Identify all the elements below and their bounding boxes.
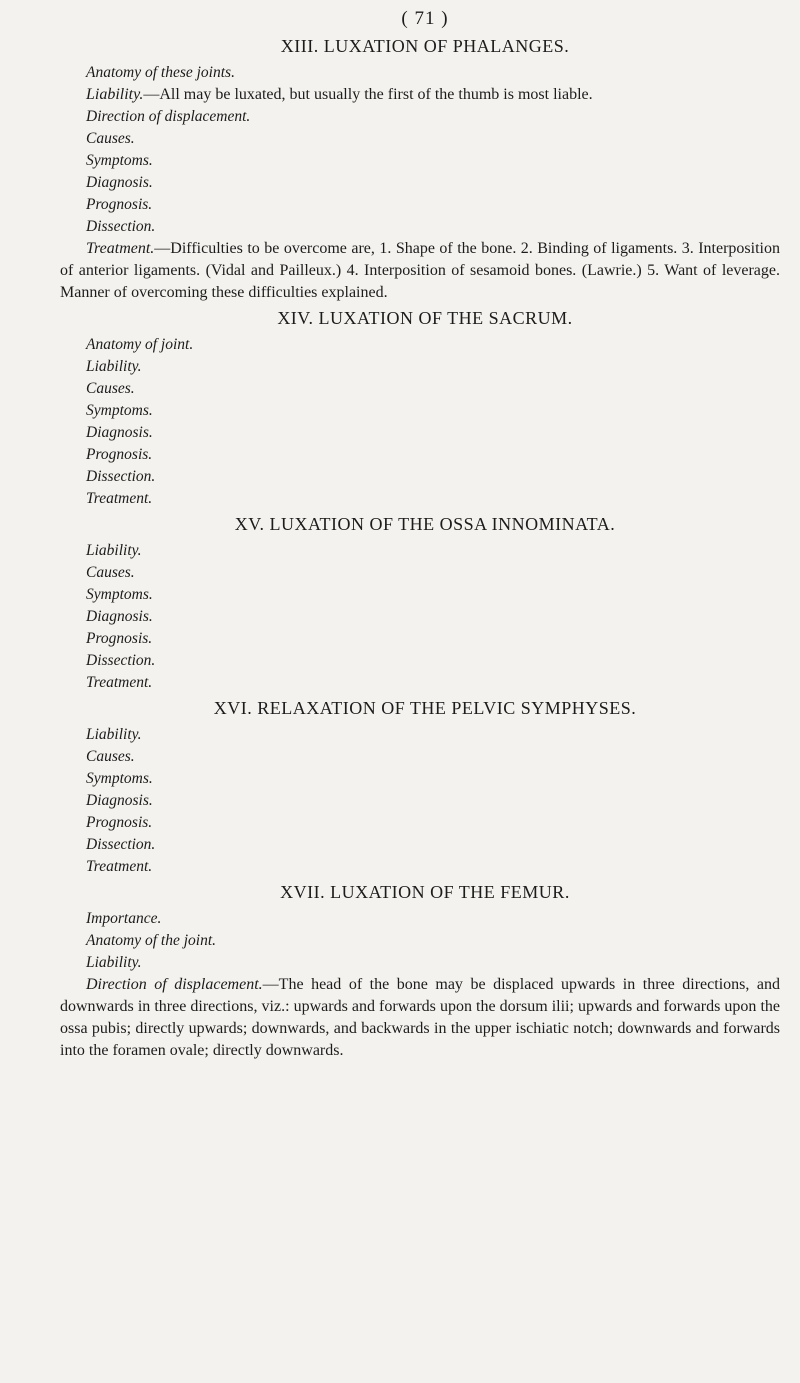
- heading-item: Dissection.: [86, 836, 156, 853]
- heading-item: Dissection.: [86, 652, 156, 669]
- heading-item: Symptoms.: [86, 586, 153, 603]
- section-title: XIII. LUXATION OF PHALANGES.: [280, 36, 570, 56]
- heading-item: Prognosis.: [86, 446, 153, 463]
- heading-item: Diagnosis.: [86, 424, 153, 441]
- paragraph-text: —All may be luxated, but usually the first of the thumb is most liable.: [143, 86, 593, 103]
- section: [60, 514, 780, 694]
- heading-item: Dissection.: [86, 468, 156, 485]
- section: [60, 308, 780, 510]
- heading-item: Liability.: [86, 954, 142, 971]
- heading-item: Causes.: [86, 748, 135, 765]
- paragraph: [60, 974, 780, 1062]
- paragraph-text: —The head of the bone may be displaced upwards in three directions, and downwards in three directions, viz.: upwards and forwards upon the dorsum ilii; upwards and forwards upon the ossa pubis; directly upwards; downwards, and backwards in the upper ischiatic notch; downwards and forwards into the foramen ovale; directly downwards.: [60, 976, 781, 1059]
- paragraph-lead: Liability.: [86, 86, 144, 103]
- heading-item: Treatment.: [86, 674, 153, 691]
- heading-item: Diagnosis.: [86, 174, 153, 191]
- heading-item: Symptoms.: [86, 152, 153, 169]
- heading-item: Treatment.: [86, 858, 153, 875]
- section-title: XVI. RELAXATION OF THE PELVIC SYMPHYSES.: [213, 698, 637, 718]
- section-title: XIV. LUXATION OF THE SACRUM.: [277, 308, 573, 328]
- heading-item: Causes.: [86, 130, 135, 147]
- heading-item: Symptoms.: [86, 402, 153, 419]
- heading-item: Prognosis.: [86, 630, 153, 647]
- heading-item: Prognosis.: [86, 814, 153, 831]
- document-page: [60, 8, 780, 1062]
- section-title: XVII. LUXATION OF THE FEMUR.: [280, 882, 570, 902]
- heading-item: Anatomy of the joint.: [86, 932, 217, 949]
- heading-item: Causes.: [86, 564, 135, 581]
- heading-item: Causes.: [86, 380, 135, 397]
- heading-item: Liability.: [86, 542, 142, 559]
- heading-item: Treatment.: [86, 490, 153, 507]
- heading-item: Symptoms.: [86, 770, 153, 787]
- heading-item: Direction of displacement.: [86, 108, 251, 125]
- sections: [60, 36, 780, 1062]
- paragraph-lead: Treatment.: [86, 240, 155, 257]
- section: [60, 36, 780, 304]
- paragraph: [60, 238, 780, 304]
- heading-item: Anatomy of these joints.: [86, 64, 235, 81]
- section-title: XV. LUXATION OF THE OSSA INNOMINATA.: [234, 514, 616, 534]
- heading-item: Diagnosis.: [86, 608, 153, 625]
- page-number: ( 71 ): [401, 8, 449, 29]
- heading-item: Anatomy of joint.: [86, 336, 194, 353]
- section: [60, 882, 780, 1062]
- heading-item: Prognosis.: [86, 196, 153, 213]
- heading-item: Importance.: [86, 910, 162, 927]
- heading-item: Liability.: [86, 726, 142, 743]
- heading-item: Liability.: [86, 358, 142, 375]
- heading-item: Diagnosis.: [86, 792, 153, 809]
- paragraph-lead: Direction of displacement.: [86, 976, 263, 993]
- paragraph-text: —Difficulties to be overcome are, 1. Shape of the bone. 2. Binding of ligaments. 3. Interposition of anterior ligaments. (Vidal and Pailleux.) 4. Interposition of sesamoid bones. (Lawrie.) 5. Want of leverage. Manner of overcoming these difficulties explained.: [60, 240, 780, 301]
- heading-item: Dissection.: [86, 218, 156, 235]
- section: [60, 698, 780, 878]
- paragraph: [60, 84, 780, 106]
